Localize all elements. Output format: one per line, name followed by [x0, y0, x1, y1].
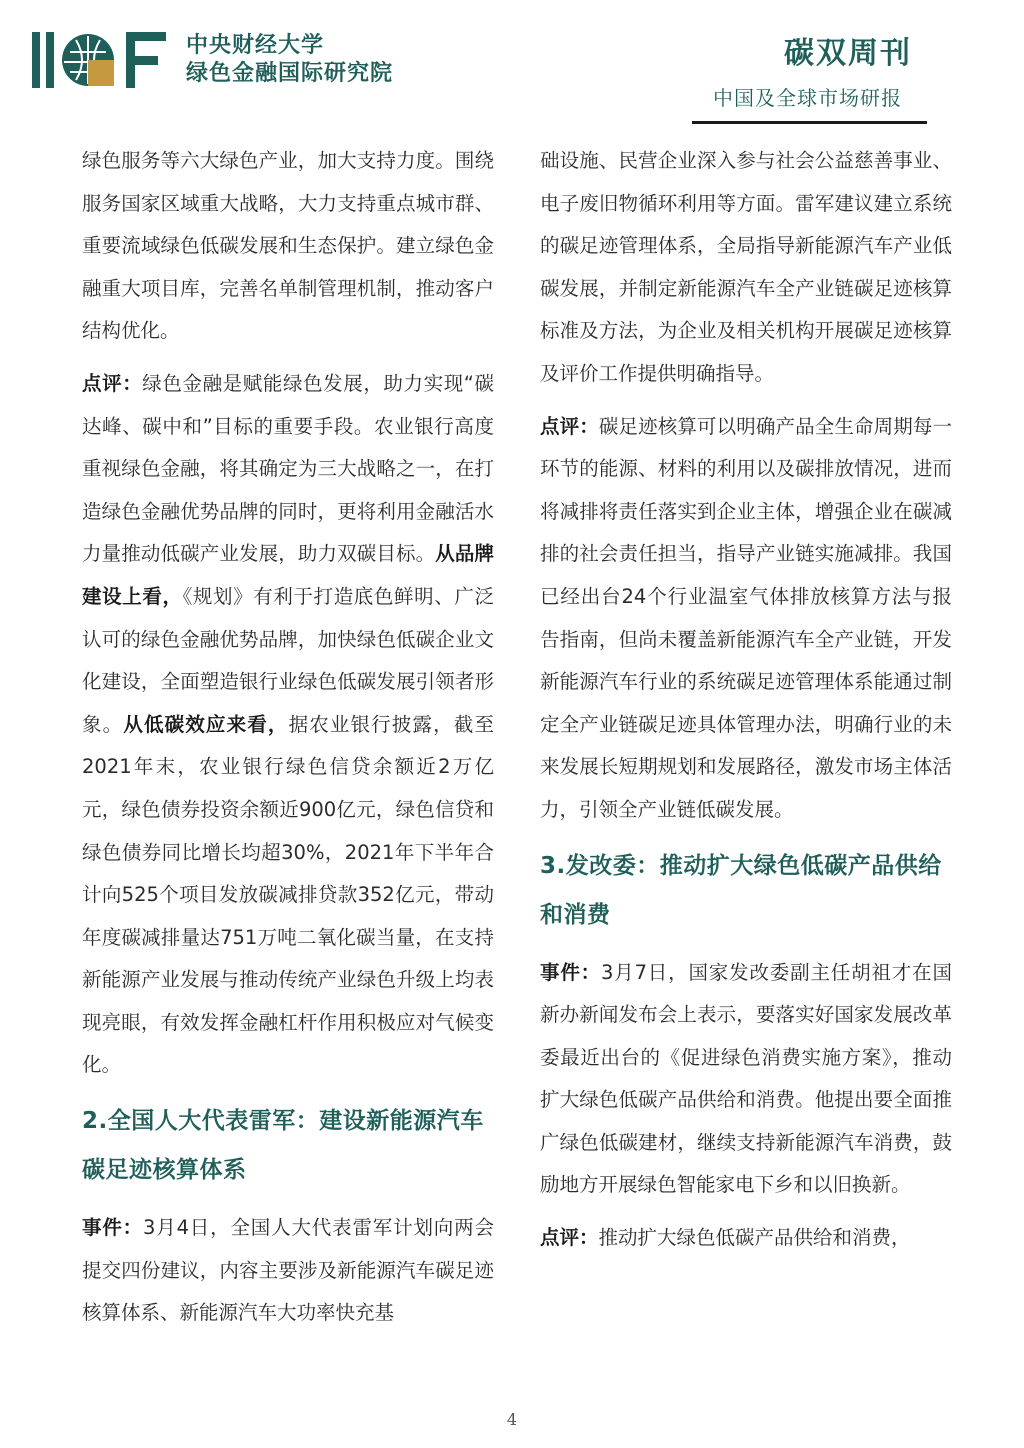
event-text: 3月4日，全国人大代表雷军计划向两会提交四份建议，内容主要涉及新能源汽车碳足迹核算体系、新能源汽车大功率快充基	[82, 1216, 494, 1325]
header-divider	[692, 121, 927, 124]
comment-paragraph	[540, 1217, 952, 1260]
section-heading: 3.发改委：推动扩大绿色低碳产品供给和消费	[540, 852, 942, 928]
event-text: 3月7日，国家发改委副主任胡祖才在国新办新闻发布会上表示，要落实好国家发展改革委最近出台的《促进绿色消费实施方案》，推动扩大绿色低碳产品供给和消费。他提出要全面推广绿色低碳建材，继续支持新能源汽车消费，鼓励地方开展绿色智能家电下乡和以旧换新。	[540, 960, 952, 1197]
event-paragraph	[82, 1207, 494, 1335]
comment-label: 点评：	[540, 1226, 599, 1250]
publication-subtitle: 中国及全球市场研报	[713, 86, 902, 110]
institution-line2: 绿色金融国际研究院	[186, 61, 394, 86]
event-paragraph	[540, 952, 952, 1208]
emphasis-text: 从低碳效应来看，	[123, 712, 289, 736]
comment-text: 碳足迹核算可以明确产品全生命周期每一环节的能源、材料的利用以及碳排放情况，进而将减排将责任落实到企业主体，增强企业在碳减排的社会责任担当，指导产业链实施减排。我国已经出台24个行业温室气体排放核算方法与报告指南，但尚未覆盖新能源汽车全产业链，开发新能源汽车行业的系统碳足迹管理体系能通过制定全产业链碳足迹具体管理办法，明确行业的未来发展长短期规划和发展路径，激发市场主体活力，引领全产业链低碳发展。	[540, 414, 952, 821]
institution-line1: 中央财经大学	[186, 33, 325, 58]
right-column	[540, 140, 952, 1270]
comment-paragraph	[82, 363, 494, 1087]
comment-text: 据农业银行披露，截至2021年末，农业银行绿色信贷余额近2万亿元，绿色债券投资余额近900亿元，绿色信贷和绿色债券同比增长均超30%，2021年下半年合计向525个项目发放碳减排贷款352亿元，带动年度碳减排量达751万吨二氧化碳当量，在支持新能源产业发展与推动传统产业绿色升级上均表现亮眼，有效发挥金融杠杆作用积极应对气候变化。	[82, 712, 494, 1077]
publication-title: 碳双周刊	[784, 36, 912, 71]
comment-label: 点评：	[540, 414, 599, 438]
comment-paragraph	[540, 406, 952, 832]
comment-text: 《规划》有利于打造底色鲜明、广泛认可的绿色金融优势品牌，加快绿色低碳企业文化建设，全面塑造银行业绿色低碳发展引领者形象。	[82, 584, 494, 736]
iigf-logo-icon	[30, 30, 170, 90]
paragraph: 础设施、民营企业深入参与社会公益慈善事业、电子废旧物循环利用等方面。雷军建议建立系统的碳足迹管理体系，全局指导新能源汽车产业低碳发展，并制定新能源汽车全产业链碳足迹核算标准及方法，为企业及相关机构开展碳足迹核算及评价工作提供明确指导。	[540, 149, 952, 385]
comment-text: 推动扩大绿色低碳产品供给和消费，	[598, 1226, 911, 1250]
paragraph: 绿色服务等六大绿色产业，加大支持力度。围绕服务国家区域重大战略，大力支持重点城市群、重要流域绿色低碳发展和生态保护。建立绿色金融重大项目库，完善名单制管理机制，推动客户结构优化。	[82, 149, 494, 343]
emphasis-text: 从品牌建设上看，	[82, 542, 494, 608]
institution-name	[186, 32, 393, 88]
event-label: 事件：	[540, 960, 601, 984]
event-label: 事件：	[82, 1216, 143, 1240]
left-column	[82, 140, 494, 1345]
page-header	[0, 0, 1024, 130]
section-heading: 2.全国人大代表雷军：建设新能源汽车碳足迹核算体系	[82, 1108, 484, 1184]
comment-label: 点评：	[82, 371, 143, 395]
comment-text: 绿色金融是赋能绿色发展，助力实现“碳达峰、碳中和”目标的重要手段。农业银行高度重视绿色金融，将其确定为三大战略之一，在打造绿色金融优势品牌的同时，更将利用金融活水力量推动低碳产业发展，助力双碳目标。	[82, 371, 494, 566]
page-number: 4	[506, 1410, 518, 1429]
